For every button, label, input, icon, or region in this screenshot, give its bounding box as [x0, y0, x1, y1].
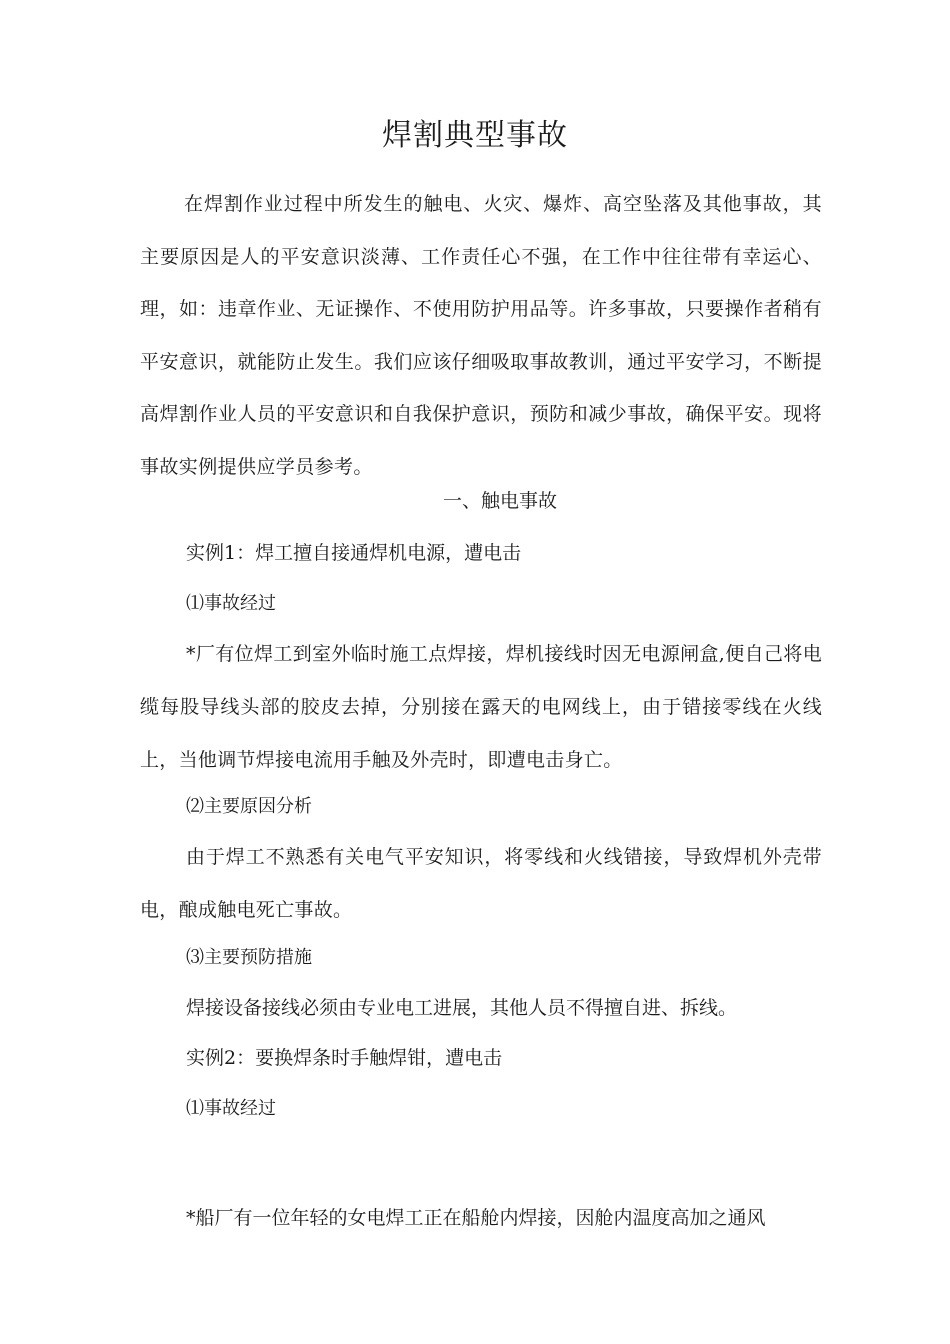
- case1-prevention-text: 焊接设备接线必须由专业电工进展，其他人员不得擅自进、拆线。: [186, 997, 738, 1019]
- case1-cause-heading: ⑵主要原因分析: [186, 796, 312, 817]
- case1-process-heading: ⑴事故经过: [186, 593, 276, 614]
- case2-title: 实例2：要换焊条时手触焊钳，遭电击: [186, 1047, 503, 1069]
- case2-process-text: *船厂有一位年轻的女电焊工正在船舱内焊接，因舱内温度高加之通风: [186, 1207, 766, 1229]
- section-heading-electric-shock: 一、触电事故: [442, 490, 557, 512]
- case1-prevention-heading: ⑶主要预防措施: [186, 947, 312, 968]
- case1-cause-text: 由于焊工不熟悉有关电气平安知识，将零线和火线错接，导致焊机外壳带电，酿成触电死亡事故。: [140, 846, 822, 921]
- case2-process-heading: ⑴事故经过: [186, 1098, 276, 1119]
- intro-paragraph: 在焊割作业过程中所发生的触电、火灾、爆炸、高空坠落及其他事故，其主要原因是人的平安意识淡薄、工作责任心不强，在工作中往往带有幸运心、理，如：违章作业、无证操作、不使用防护用品等。许多事故，只要操作者稍有平安意识，就能防止发生。我们应该仔细吸取事故教训，通过平安学习，不断提高焊割作业人员的平安意识和自我保护意识，预防和减少事故，确保平安。现将事故实例提供应学员参考。: [140, 193, 822, 478]
- document-title: 焊割典型事故: [382, 118, 568, 153]
- case1-title: 实例1：焊工擅自接通焊机电源，遭电击: [186, 542, 522, 564]
- case1-process-text: *厂有位焊工到室外临时施工点焊接，焊机接线时因无电源闸盒,便自己将电缆每股导线头部的胶皮去掉，分别接在露天的电网线上，由于错接零线在火线上，当他调节焊接电流用手触及外壳时，即遭电击身亡。: [140, 643, 822, 771]
